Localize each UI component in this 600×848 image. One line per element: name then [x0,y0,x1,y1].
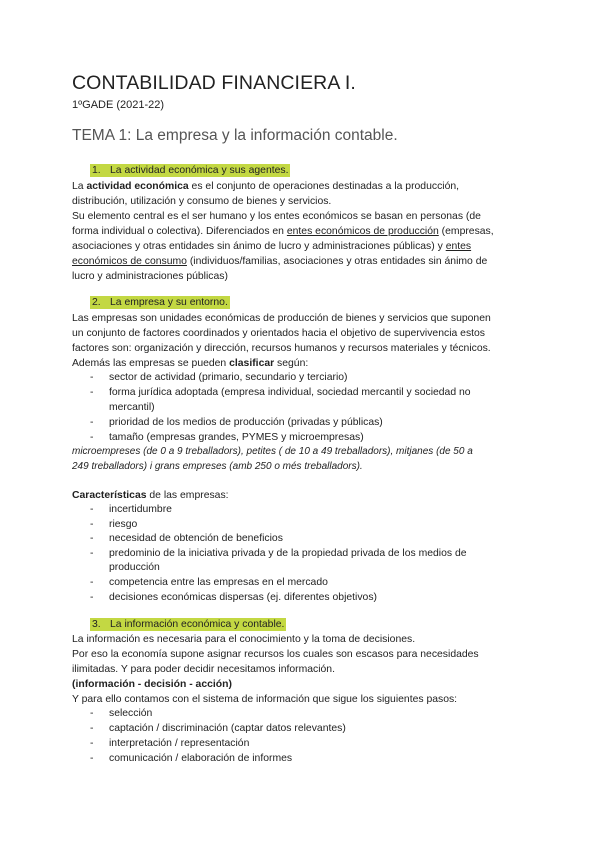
paragraph-line: lucro y administraciones públicas) [72,271,228,282]
italic-note-line: microempreses (de 0 a 9 treballadors), petites ( de 10 a 49 treballadors), mitjanes (de 50 a [72,446,473,457]
paragraph-line: La actividad económica es el conjunto de operaciones destinadas a la producción, [72,181,460,192]
section-number: 3. [92,619,101,630]
section-title: La actividad económica y sus agentes. [110,165,289,176]
paragraph-line: La información es necesaria para el conocimiento y la toma de decisiones. [72,634,416,645]
paragraph-line: (información - decisión - acción) [72,679,232,690]
paragraph-line: un conjunto de factores coordinados y orientados hacia el objetivo de supervivencia estos [72,328,485,339]
paragraph-line: Además las empresas se pueden clasificar según: [72,358,309,369]
section-title: La información económica y contable. [110,619,285,630]
paragraph-line: distribución, utilización y consumo de bienes y servicios. [72,196,332,207]
section-number: 1. [92,165,101,176]
paragraph-line: económicos de consumo (individuos/familias, asociaciones y otras entidades sin ánimo de [72,256,488,267]
section-1-heading [90,164,290,178]
document-subtitle: 1ºGADE (2021-22) [72,99,165,111]
section-title: La empresa y su entorno. [110,297,228,308]
section-2-heading [90,296,230,310]
paragraph-line: factores son: organización y dirección, recursos humanos y recursos materiales y técnicos. [72,343,491,354]
paragraph-line: Y para ello contamos con el sistema de información que sigue los siguientes pasos: [72,694,458,705]
paragraph-line: asociaciones y otras entidades sin ánimo de lucro y administraciones públicas) y entes [72,241,472,252]
section-number: 2. [92,297,101,308]
paragraph-line: Su elemento central es el ser humano y los entes económicos se basan en personas (de [72,211,481,222]
section-3-heading [90,618,286,632]
paragraph-line: Las empresas son unidades económicas de producción de bienes y servicios que suponen [72,313,491,324]
topic-heading: TEMA 1: La empresa y la información contable. [72,127,398,144]
paragraph-line: ilimitadas. Y para poder decidir necesitamos información. [72,664,335,675]
document-title: CONTABILIDAD FINANCIERA I. [72,72,356,94]
paragraph-line: forma individual o colectiva). Diferenciados en entes económicos de producción (empresas, [72,226,494,237]
italic-note-line: 249 treballadors) i grans empreses (amb 250 o més treballadors). [72,461,363,472]
paragraph-line: Características de las empresas: [72,490,229,501]
paragraph-line: Por eso la economía supone asignar recursos los cuales son escasos para necesidades [72,649,479,660]
